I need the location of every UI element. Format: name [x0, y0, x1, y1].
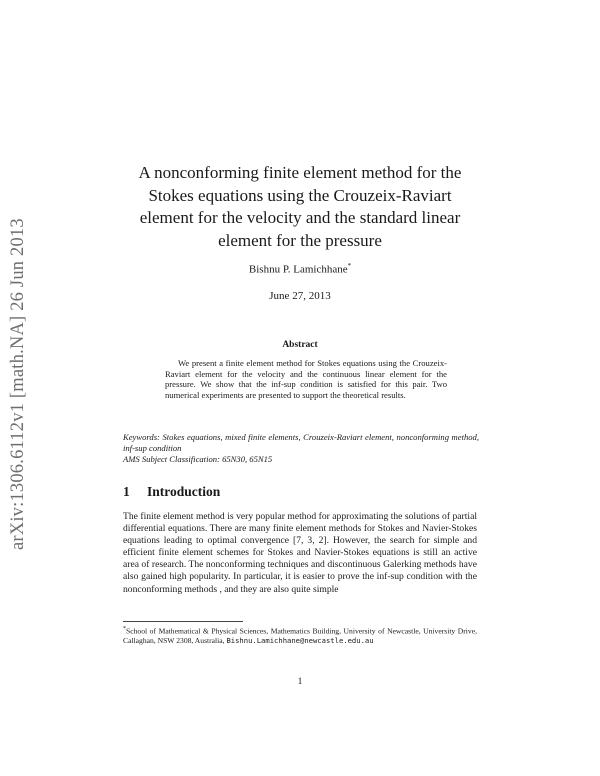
ams-classification-text: 65N30, 65N15 [222, 453, 273, 464]
footnote-affiliation: School of Mathematical & Physical Sciences, Mathematics Building, University of Newcastle, University Drive, Callaghan, NSW 2308, Australia, [123, 626, 477, 646]
keywords-block [123, 432, 479, 464]
author-footnote-mark: * [347, 262, 352, 270]
abstract-body: We present a finite element method for Stokes equations using the Crouzeix-Raviart element for the velocity and the continuous linear element for the pressure. We show that the inf-sup condition is satisfied for this pair. Two numerical experiments are presented to support the theoretical results. [165, 358, 447, 400]
author-name: Bishnu P. Lamichhane [248, 263, 348, 276]
section-number: 1 [123, 484, 130, 499]
footnote [123, 625, 477, 646]
paper-date: June 27, 2013 [269, 290, 331, 302]
footnote-email: Bishnu.Lamichhane@newcastle.edu.au [226, 636, 374, 646]
keywords-label: Keywords: [123, 432, 160, 442]
section-title: Introduction [147, 484, 221, 499]
arxiv-identifier-stamp: arXiv:1306.6112v1 [math.NA] 26 Jun 2013 [8, 218, 28, 550]
section-heading [123, 484, 220, 500]
footnote-mark: * [123, 626, 126, 632]
introduction-paragraph: The finite element method is very popular method for approximating the solutions of partial differential equations. There are many finite element methods for Stokes and Navier-Stokes equations leading to optimal convergence [7, 3, 2]. However, the search for simple and efficient finite element schemes for Stokes and Navier-Stokes equations is still an active area of research. The nonconforming techniques and discontinuous Galerking methods have also gained high popularity. In particular, it is easier to prove the inf-sup condition with the nonconforming methods , and they are also quite simple [123, 511, 477, 595]
ams-classification-label: AMS Subject Classification: [123, 453, 220, 464]
paper-title: A nonconforming finite element method for the Stokes equations using the Crouzeix-Raviart element for the velocity and the standard linear element for the pressure [138, 163, 462, 250]
keywords-text: Stokes equations, mixed finite elements, Crouzeix-Raviart element, nonconforming method, inf-sup condition [123, 432, 479, 453]
abstract-heading: Abstract [282, 340, 318, 350]
author-line [120, 262, 480, 276]
page-number: 1 [297, 677, 303, 687]
footnote-divider [123, 621, 243, 622]
